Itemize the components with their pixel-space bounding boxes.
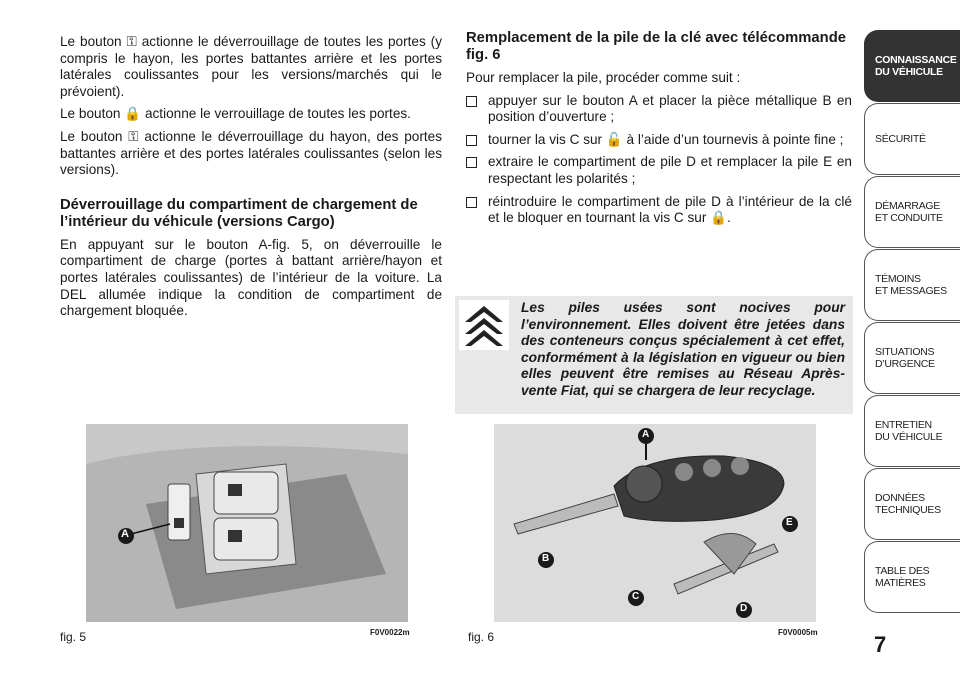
marker-A: A xyxy=(121,528,129,540)
marker-E: E xyxy=(786,517,793,528)
cargo-paragraph: En appuyant sur le bouton A-fig. 5, on déverrouille le compartiment de charge (portes à battant arrière/hayon et portes latérales coulissantes) de l’intérieur de la voiture. La DEL allumée indique la condition de compartiment de chargement bloquée. xyxy=(60,236,442,319)
tab-entretien[interactable]: ENTRETIEN DU VÉHICULE xyxy=(864,395,960,467)
unlock-all-paragraph: Le bouton ⚿ actionne le déverrouillage de toutes les portes (y compris le hayon, les portes battantes arrière et les portes latérales coulissantes pour les versions/marchés qui le prévoient). xyxy=(60,34,442,99)
marker-B: B xyxy=(542,553,550,564)
step-item: appuyer sur le bouton A et placer la pièce métallique B en position d’ouverture ; xyxy=(466,93,852,126)
battery-intro: Pour remplacer la pile, procéder comme suit : xyxy=(466,70,741,85)
fig6-code: F0V0005m xyxy=(778,628,818,637)
tab-temoins[interactable]: TÉMOINS ET MESSAGES xyxy=(864,249,960,321)
marker-D: D xyxy=(740,603,748,614)
environment-note xyxy=(455,296,853,414)
cargo-heading: Déverrouillage du compartiment de chargement de l’intérieur du véhicule (versions Cargo) xyxy=(60,196,418,230)
step-item: réintroduire le compartiment de pile D à l’intérieur de la clé et le bloquer en tournant la vis C sur 🔒. xyxy=(466,194,852,227)
step-item: extraire le compartiment de pile D et remplacer la pile E en respectant les polarités ; xyxy=(466,154,852,187)
page-number: 7 xyxy=(874,632,887,657)
tab-donnees[interactable]: DONNÉES TECHNIQUES xyxy=(864,468,960,540)
marker-C: C xyxy=(632,591,640,602)
door-panel-illustration xyxy=(86,424,408,622)
checkbox-icon xyxy=(466,135,477,146)
section-tabs xyxy=(860,0,960,677)
note-text: Les piles usées sont nocives pour l’environnement. Elles doivent être jetées dans des conteneurs conçus spécialement à cet effet, conformément à la législation en vigueur ou bien elles peuvent être remises au Réseau Après-vente Fiat, qui se chargera de leur recyclage. xyxy=(521,300,845,398)
tab-connaissance[interactable]: CONNAISSANCE DU VÉHICULE xyxy=(864,30,960,102)
right-column xyxy=(466,30,852,233)
tab-situations[interactable]: SITUATIONS D’URGENCE xyxy=(864,322,960,394)
key-illustration xyxy=(494,424,816,622)
fig5-label: fig. 5 xyxy=(60,630,87,644)
fig6-label: fig. 6 xyxy=(468,630,495,644)
checkbox-icon xyxy=(466,96,477,107)
lock-all-paragraph: Le bouton 🔒 actionne le verrouillage de toutes les portes. xyxy=(60,106,411,122)
figure-6-key xyxy=(494,424,816,622)
battery-steps xyxy=(466,93,852,227)
marker-A: A xyxy=(642,429,650,440)
tab-securite[interactable]: SÉCURITÉ xyxy=(864,103,960,175)
figure-5-door-panel xyxy=(86,424,408,622)
checkbox-icon xyxy=(466,157,477,168)
tailgate-paragraph: Le bouton ⚿ actionne le déverrouillage du hayon, des portes battantes arrière et des portes latérales coulissantes (selon les versions). xyxy=(60,128,442,178)
step-item: tourner la vis C sur 🔓 à l’aide d’un tournevis à pointe fine ; xyxy=(466,132,852,149)
tab-demarrage[interactable]: DÉMARRAGE ET CONDUITE xyxy=(864,176,960,248)
tab-table-des-matieres[interactable]: TABLE DES MATIÈRES xyxy=(864,541,960,613)
checkbox-icon xyxy=(466,197,477,208)
fig5-code: F0V0022m xyxy=(370,628,410,637)
left-column xyxy=(60,34,442,326)
battery-heading: Remplacement de la pile de la clé avec télécommande fig. 6 xyxy=(466,30,846,63)
